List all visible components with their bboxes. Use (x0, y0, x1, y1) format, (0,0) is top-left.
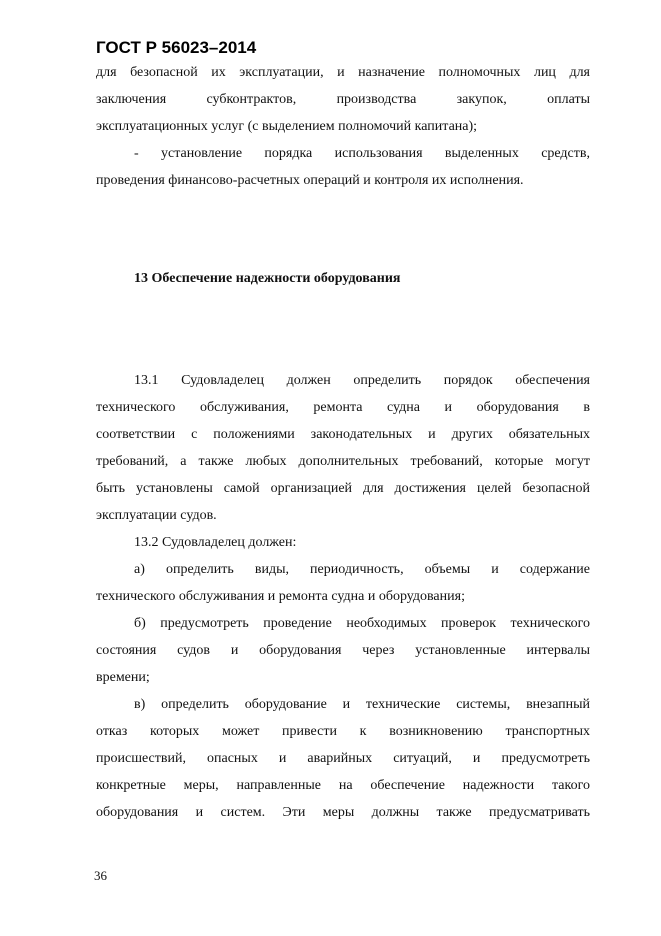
text-line: конкретные меры, направленные на обеспечение надежности такого (96, 778, 590, 793)
text-line: 13.2 Судовладелец должен: (134, 535, 297, 550)
document-header: ГОСТ Р 56023–2014 (96, 38, 257, 57)
text-line: происшествий, опасных и аварийных ситуаций, и предусмотреть (96, 751, 590, 766)
text-line: а) определить виды, периодичность, объемы и содержание (134, 562, 590, 577)
text-line: б) предусмотреть проведение необходимых проверок технического (134, 616, 590, 631)
text-line: соответствии с положениями законодательных и других обязательных (96, 427, 590, 442)
text-line: отказ которых может привести к возникновению транспортных (96, 724, 590, 739)
page-number: 36 (94, 868, 107, 883)
text-line: оборудования и систем. Эти меры должны также предусматривать (96, 805, 590, 820)
text-line: технического обслуживания, ремонта судна и оборудования в (96, 400, 590, 415)
text-line: требований, а также любых дополнительных требований, которые могут (96, 454, 590, 469)
text-line: быть установлены самой организацией для достижения целей безопасной (96, 481, 590, 496)
text-line: времени; (96, 670, 150, 685)
text-line: состояния судов и оборудования через установленные интервалы (96, 643, 590, 658)
text-line: заключения субконтрактов, производства закупок, оплаты (96, 92, 590, 107)
text-line: эксплуатационных услуг (с выделением полномочий капитана); (96, 119, 478, 134)
text-line: в) определить оборудование и технические системы, внезапный (134, 697, 590, 712)
text-line: для безопасной их эксплуатации, и назначение полномочных лиц для (96, 65, 590, 80)
section-heading: 13 Обеспечение надежности оборудования (134, 271, 401, 286)
text-line: проведения финансово-расчетных операций и контроля их исполнения. (96, 173, 524, 188)
text-line: технического обслуживания и ремонта судна и оборудования; (96, 589, 465, 604)
text-line: 13.1 Судовладелец должен определить порядок обеспечения (134, 373, 590, 388)
text-line: эксплуатации судов. (96, 508, 217, 523)
text-line: - установление порядка использования выделенных средств, (134, 146, 590, 161)
